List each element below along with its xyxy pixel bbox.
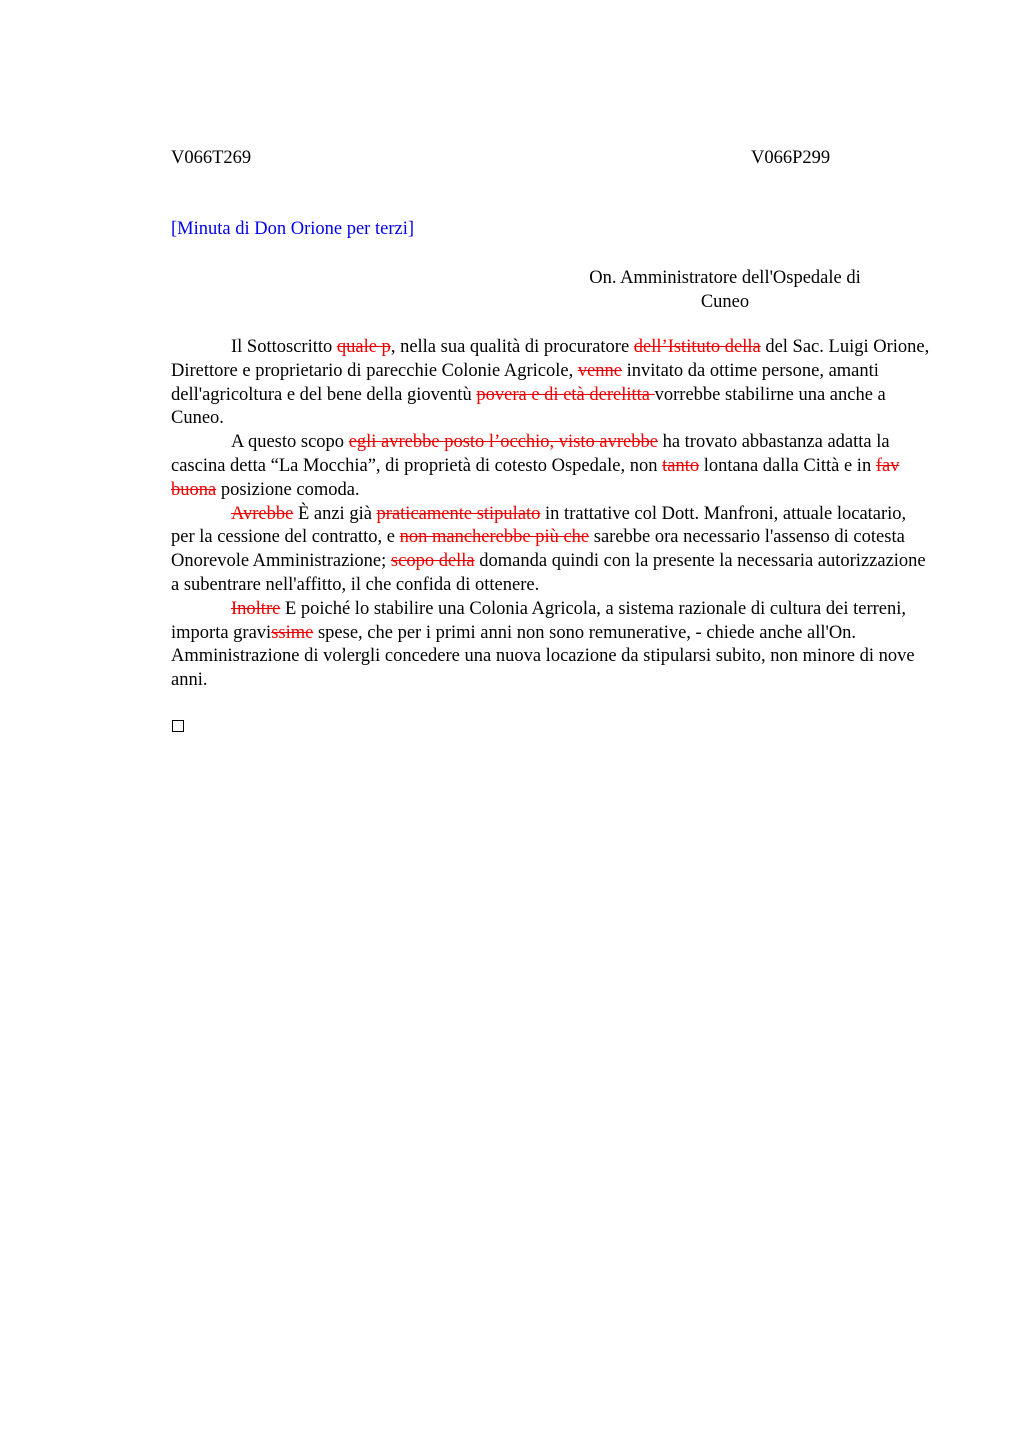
deleted-text: fav buona <box>171 455 900 500</box>
paragraph-text: E poiché lo stabilire una Colonia Agricola, a sistema razionale di cultura dei terreni, importa gravi <box>171 598 907 643</box>
deleted-text: tanto <box>662 455 700 476</box>
deleted-text: praticamente stipulato <box>376 503 541 524</box>
deleted-text: Avrebbe <box>231 503 294 524</box>
paragraph-text: È anzi già <box>293 503 377 524</box>
paragraph-text: posizione comoda. <box>216 479 360 500</box>
letter-paragraph <box>171 503 931 598</box>
paragraph-text: invitato da ottime persone, amanti dell'agricoltura e del bene della gioventù <box>171 360 879 405</box>
paragraph-text: , nella sua qualità di procuratore <box>390 337 634 357</box>
deleted-text: ssime <box>271 622 314 643</box>
paragraph-text: vorrebbe stabilirne una anche a Cuneo. <box>171 384 886 429</box>
paragraph-text: A questo scopo <box>231 432 349 453</box>
paragraph-text: domanda quindi con la presente la necessaria autorizzazione a subentrare nell'affitto, il che confida di ottenere. <box>171 551 926 595</box>
deleted-text: povera e di età derelitta <box>476 384 655 405</box>
letter-body <box>171 336 931 693</box>
paragraph-text: Il Sottoscritto <box>231 337 337 357</box>
deleted-text: egli avrebbe posto l’occhio, visto avrebbe <box>348 432 658 453</box>
letter-paragraph <box>171 431 931 502</box>
addressee-block <box>560 266 890 314</box>
deleted-text: Inoltre <box>231 598 281 619</box>
paragraph-text: in trattative col Dott. Manfroni, attuale locatario, per la cessione del contratto, e <box>171 503 907 548</box>
left-reference-code: V066T269 <box>171 148 252 168</box>
deleted-text: venne <box>577 360 623 381</box>
deleted-text: quale p <box>336 337 391 357</box>
deleted-text: scopo della <box>390 551 475 572</box>
paragraph-text: sarebbe ora necessario l'assenso di cotesta Onorevole Amministrazione; <box>171 527 905 572</box>
deleted-text: non mancherebbe più che <box>399 527 590 548</box>
paragraph-text: del Sac. Luigi Orione, Direttore e proprietario di parecchie Colonie Agricole, <box>171 337 930 381</box>
addressee-line-1: On. Amministratore dell'Ospedale di <box>589 268 861 288</box>
paragraph-text: ha trovato abbastanza adatta la cascina detta “La Mocchia”, di proprietà di cotesto Ospedale, non <box>171 432 890 476</box>
letter-paragraph <box>171 336 931 431</box>
checkbox-icon <box>172 720 184 732</box>
paragraph-text: spese, che per i primi anni non sono remunerative, - chiede anche all'On. Amministrazione di volergli concedere una nuova locazione da stipularsi subito, non minore di nove anni. <box>171 622 915 691</box>
document-title: [Minuta di Don Orione per terzi] <box>171 219 414 239</box>
paragraph-text: lontana dalla Città e in <box>699 455 876 476</box>
letter-paragraph <box>171 598 931 693</box>
addressee-line-2: Cuneo <box>700 292 750 312</box>
right-reference-code: V066P299 <box>751 148 831 168</box>
deleted-text: dell’Istituto della <box>633 337 761 357</box>
